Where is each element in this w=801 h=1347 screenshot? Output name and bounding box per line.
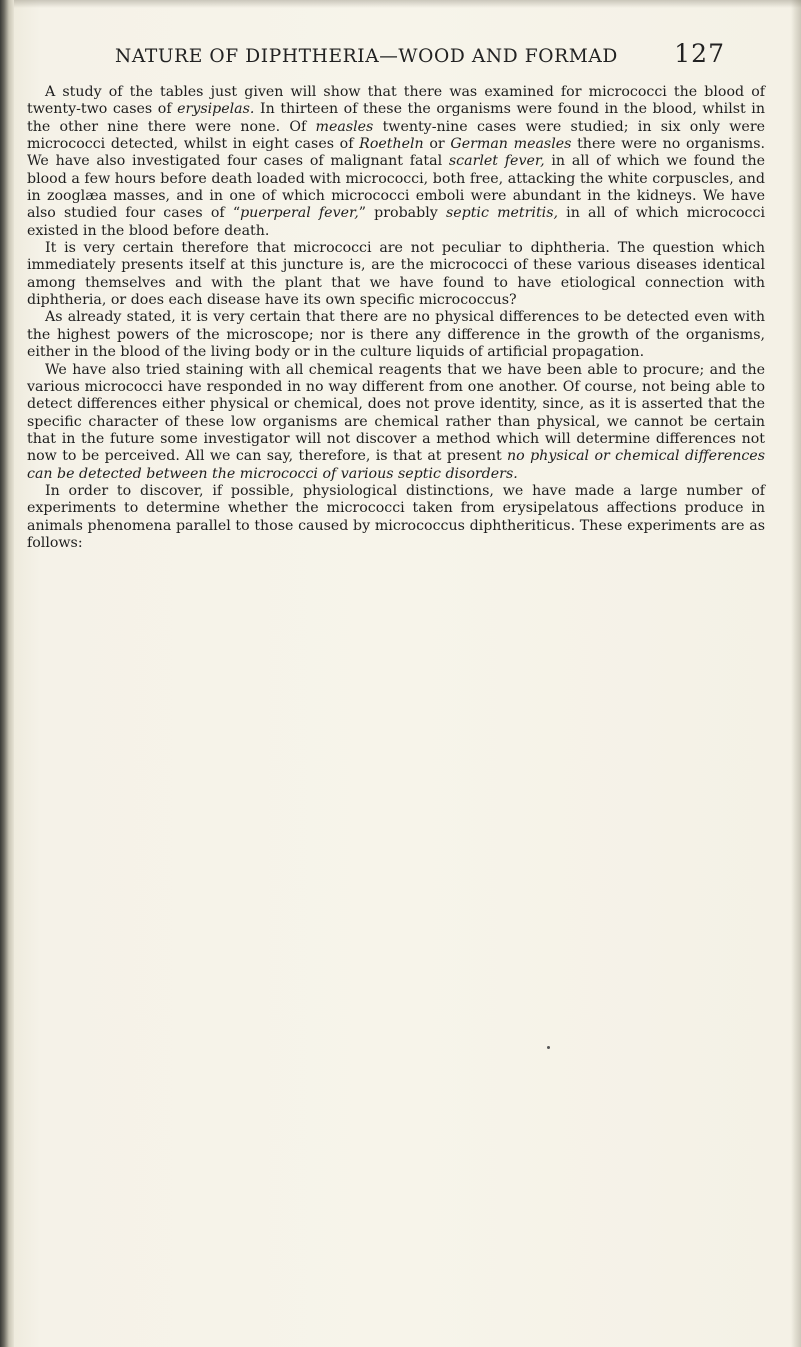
- italic-text: scarlet fever,: [448, 153, 545, 170]
- text-run: In thirteen of these the organisms were found in the blood, whilst in the other nine there were none. Of: [27, 101, 765, 135]
- text-run: or: [423, 136, 451, 153]
- text-run: We have also tried staining with all chemical reagents that we have been able to procure; and the various micrococci have responded in no way different from one another. Of course, not being able to detect differences either physical or chemical, does not prove identity, since, as it is asserted that the specific character of these low organisms are chemical rather than physical, we cannot be certain that in the future some investigator will not discover a method which will determine differences not now to be perceived. All we can say, therefore, is that at present: [27, 361, 765, 465]
- text-run: there were no organisms. We have also investigated four cases of malignant fatal: [27, 136, 766, 170]
- paragraph: [27, 362, 765, 483]
- paragraph: [27, 84, 765, 240]
- page-right-edge: [791, 0, 801, 1347]
- page-top-edge: [14, 0, 801, 8]
- italic-text: septic metritis,: [445, 205, 558, 222]
- page-number: 127: [674, 39, 725, 68]
- text-run: As already stated, it is very certain that there are no physical differences to be detected even with the highest powers of the microscope; nor is there any difference in the growth of the organisms, either in the blood of the living body or in the culture liquids of artificial propagation.: [27, 309, 765, 361]
- text-run: In order to discover, if possible, physiological distinctions, we have made a large number of experiments to determine whether the micrococci taken from erysipelatous affections produce in animals phenomena parallel to those caused by micrococcus diphtheriticus. These experiments are as follows:: [27, 482, 765, 551]
- paragraph: [27, 309, 765, 361]
- text-run: A study of the tables just given will show that there was examined for micrococci the blood of twenty-two cases of: [27, 84, 765, 118]
- italic-text: German measles: [450, 136, 572, 153]
- paragraph: [27, 483, 765, 552]
- text-run: It is very certain therefore that micrococci are not peculiar to diphtheria. The question which immediately presents itself at this juncture is, are the micrococci of these various diseases identical among themselves and with the plant that we have found to have etiological connection with diphtheria, or does each disease have its own specific micrococcus?: [27, 240, 765, 309]
- body-text: [27, 84, 765, 552]
- text-run: ” probably: [358, 205, 446, 222]
- paragraph: [27, 240, 765, 309]
- book-spine-shadow: [0, 0, 14, 1347]
- running-title: NATURE OF DIPHTHERIA—WOOD AND FORMAD: [115, 46, 618, 67]
- italic-text: Roetheln: [359, 136, 424, 153]
- running-head: [115, 39, 725, 76]
- print-speck: [547, 1046, 550, 1049]
- italic-text: no physical or chemical differences can be detected between the micrococci of various septic disorders.: [27, 448, 765, 482]
- text-run: twenty-nine cases were studied; in six only were micrococci detected, whilst in eight cases of: [27, 118, 765, 153]
- italic-text: erysipelas.: [177, 101, 255, 118]
- text-run: in all of which micrococci existed in the blood before death.: [27, 205, 765, 239]
- italic-text: puerperal fever,: [240, 205, 359, 222]
- italic-text: measles: [315, 118, 374, 135]
- text-run: in all of which we found the blood a few hours before death loaded with micrococci, both free, attacking the white corpuscles, and in zooglæa masses, and in one of which micrococci emboli were abundant in the kidneys. We have also studied four cases of “: [27, 153, 765, 222]
